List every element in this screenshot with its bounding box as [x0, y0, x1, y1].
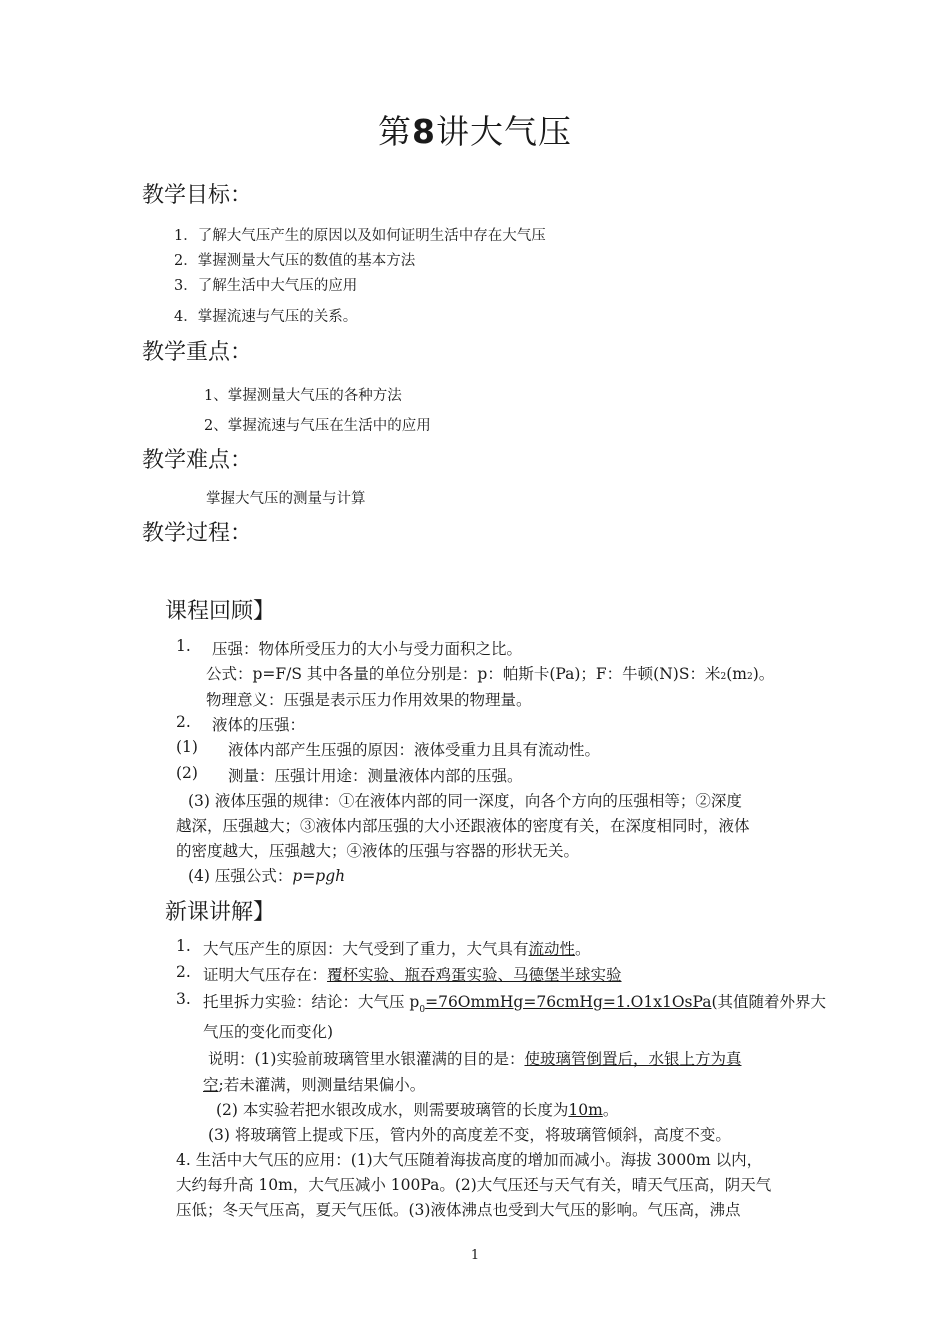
lesson-note-cont: 空;若未灌满，则测量结果偏小。	[203, 1076, 426, 1094]
lesson-item-number: 3.	[176, 990, 191, 1008]
lesson-note-2: (2) 本实验若把水银改成水，则需要玻璃管的长度为10m。	[216, 1101, 619, 1119]
lesson-proof: 证明大气压存在：覆杯实验、瓶吞鸡蛋实验、马德堡半球实验	[203, 966, 622, 984]
lesson-cause: 大气压产生的原因：大气受到了重力，大气具有流动性。	[203, 940, 591, 958]
process-heading: 教学过程：	[142, 521, 253, 546]
review-liquid-measure: 测量：压强计用途：测量液体内部的压强。	[228, 767, 523, 785]
review-liquid-rules-line: 越深，压强越大；③液体内部压强的大小还跟液体的密度有关，在深度相同时，液体	[176, 817, 750, 835]
page-title: 第8讲大气压	[378, 112, 572, 151]
lesson-application-line: 大约每升高 10m，大气压减小 100Pa。(2)大气压还与天气有关，晴天气压高，阴天气	[176, 1176, 772, 1194]
lesson-application-line: 4. 生活中大气压的应用：(1)大气压随着海拔高度的增加而减小。海拔 3000m 以内，	[176, 1151, 763, 1169]
goals-heading: 教学目标：	[142, 183, 253, 208]
key-points-heading: 教学重点：	[142, 340, 253, 365]
key-point-item: 2、掌握流速与气压在生活中的应用	[204, 418, 431, 434]
review-liquid-rules-line: 的密度越大，压强越大；④液体的压强与容器的形状无关。	[176, 842, 580, 860]
difficulties-heading: 教学难点：	[142, 448, 253, 473]
goal-item: 3．了解生活中大气压的应用	[174, 278, 358, 294]
goal-item: 2．掌握测量大气压的数值的基本方法	[174, 253, 416, 269]
lesson-note: 说明：(1)实验前玻璃管里水银灌满的目的是：使玻璃管倒置后，水银上方为真	[208, 1050, 742, 1068]
review-liquid-rules-line: (3) 液体压强的规律：①在液体内部的同一深度，向各个方向的压强相等；②深度	[188, 792, 742, 810]
review-item-number: 2.	[176, 713, 191, 731]
lesson-torricelli-cont: 气压的变化而变化)	[203, 1023, 334, 1041]
goal-item: 1．了解大气压产生的原因以及如何证明生活中存在大气压	[174, 228, 546, 244]
lesson-note-3: (3) 将玻璃管上提或下压，管内外的高度差不变，将玻璃管倾斜，高度不变。	[208, 1126, 731, 1144]
review-pressure-formula: 公式：p=F/S 其中各量的单位分别是：p：帕斯卡(Pa)；F：牛顿(N)S：米2(m2)。	[206, 665, 775, 683]
new-lesson-heading: 新课讲解】	[165, 900, 276, 925]
lesson-item-number: 1.	[176, 937, 191, 955]
lesson-item-number: 2.	[176, 963, 191, 981]
difficulty-text: 掌握大气压的测量与计算	[206, 491, 366, 507]
review-item-number: 1.	[176, 637, 191, 655]
review-liquid-cause: 液体内部产生压强的原因：液体受重力且具有流动性。	[228, 741, 601, 759]
review-subitem-number: (1)	[176, 738, 198, 756]
key-point-item: 1、掌握测量大气压的各种方法	[204, 388, 402, 404]
goal-item: 4．掌握流速与气压的关系。	[174, 309, 358, 325]
review-subitem-number: (2)	[176, 764, 198, 782]
lesson-torricelli: 托里拆力实验：结论：大气压 $p_0=76OmmHg=76cmHg=1.O1x1OsPa$(其值随着外界大	[203, 993, 827, 1015]
review-heading: 课程回顾】	[165, 599, 276, 624]
review-pressure-meaning: 物理意义：压强是表示压力作用效果的物理量。	[206, 691, 532, 709]
review-liquid-pressure: 液体的压强：	[212, 716, 306, 734]
review-liquid-formula: (4) 压强公式：p=pgh	[188, 867, 346, 885]
lesson-application-line: 压低；冬天气压高，夏天气压低。(3)液体沸点也受到大气压的影响。气压高，沸点	[176, 1201, 741, 1219]
review-pressure-definition: 压强：物体所受压力的大小与受力面积之比。	[212, 640, 523, 658]
page-number: 1	[470, 1248, 480, 1263]
